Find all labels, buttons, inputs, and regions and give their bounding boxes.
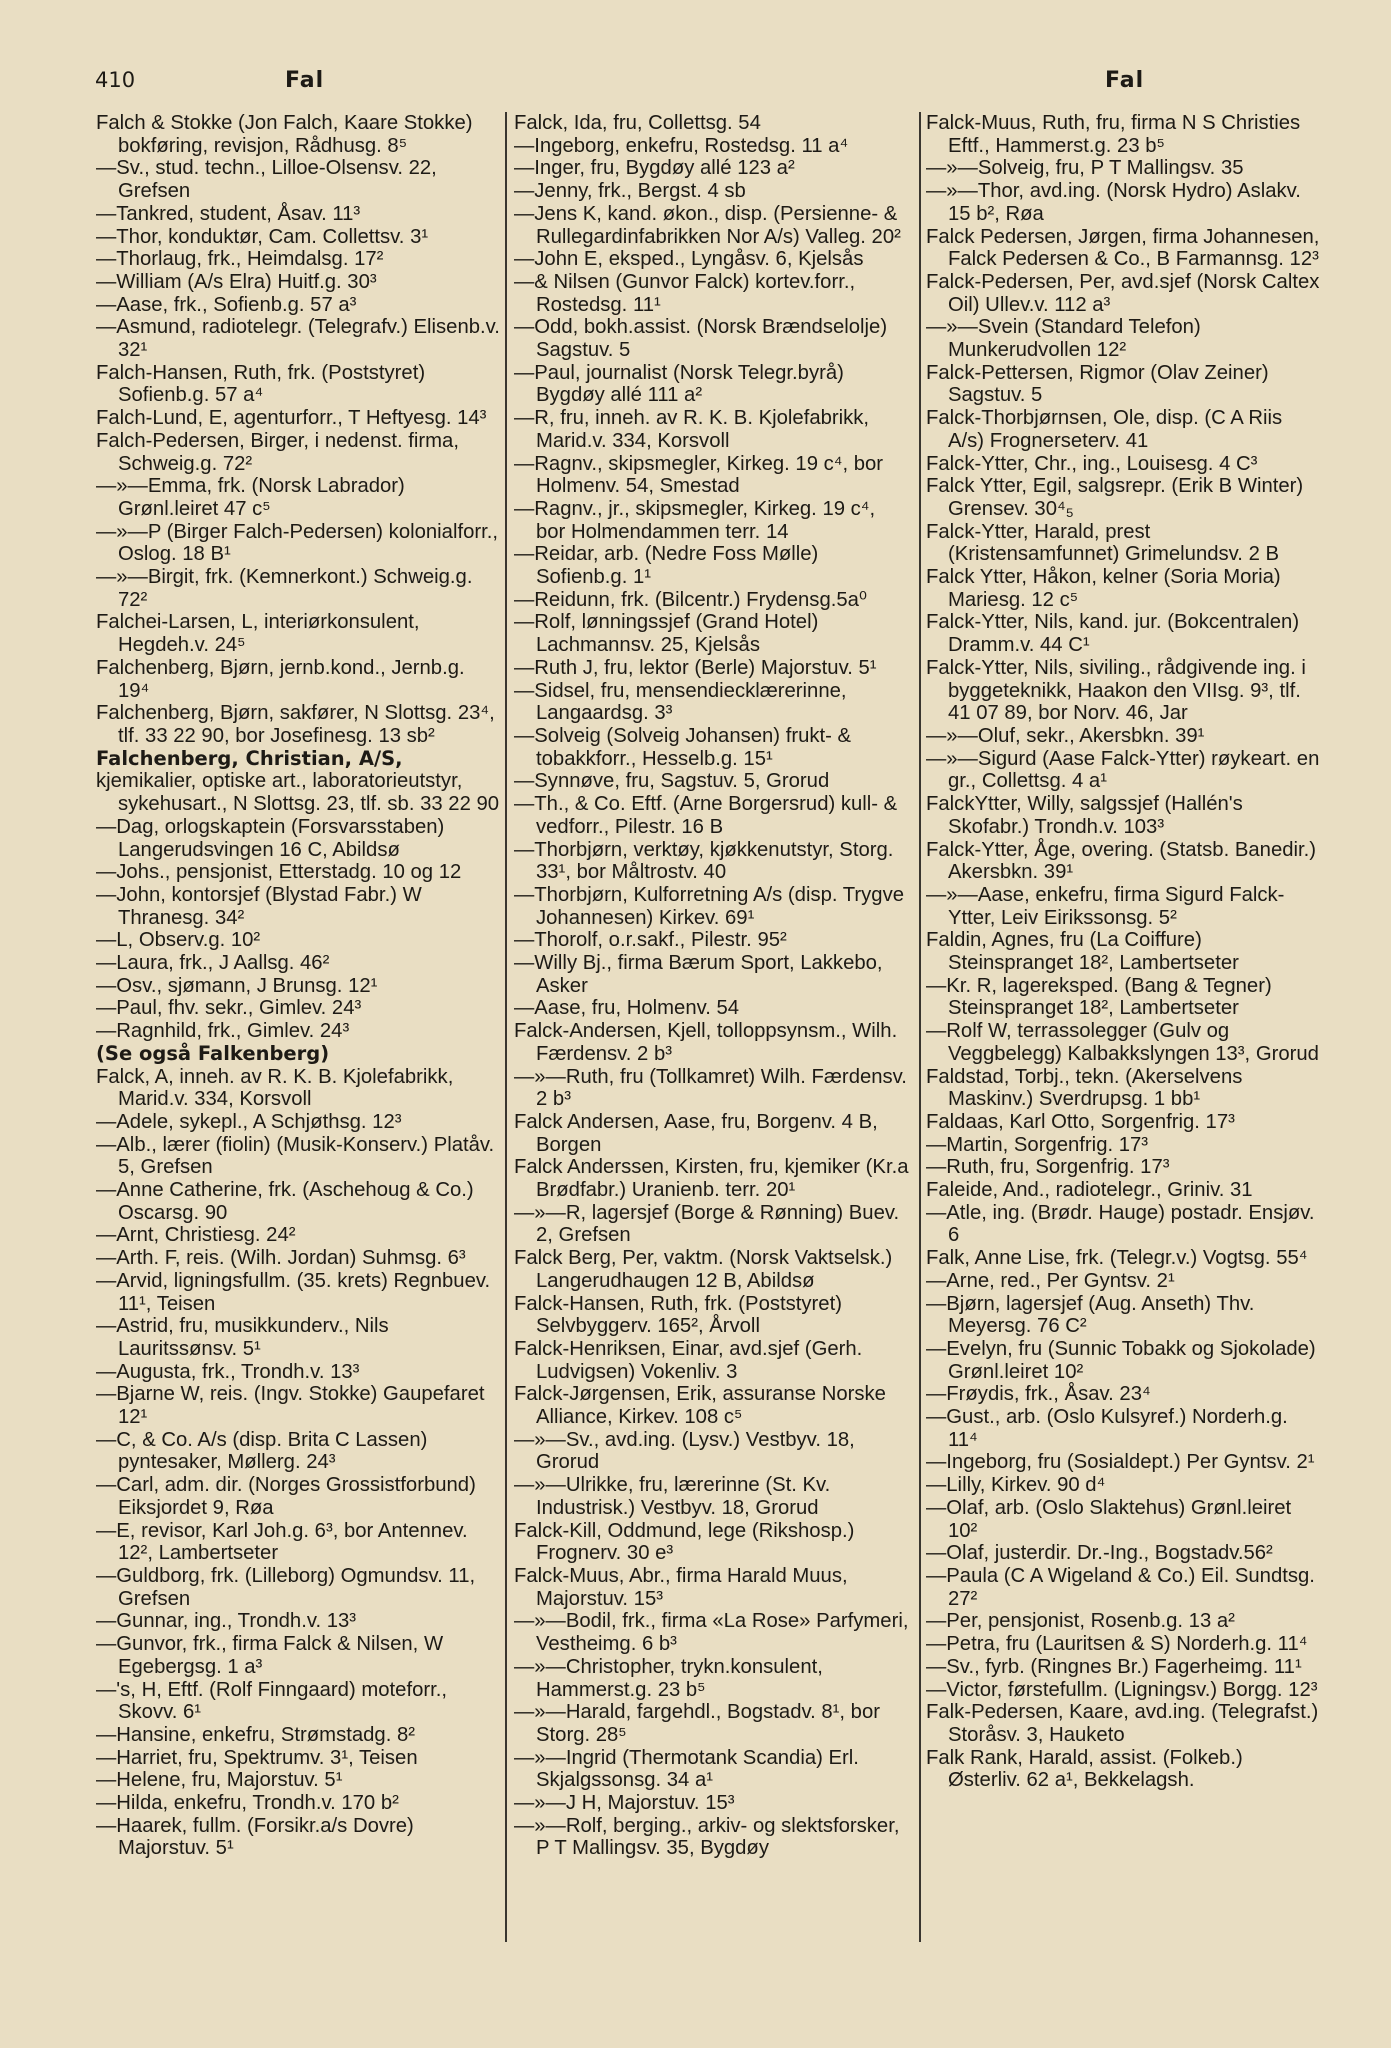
directory-entry: —L, Observ.g. 10² bbox=[96, 929, 261, 952]
directory-entry: —Augusta, frk., Trondh.v. 13³ bbox=[96, 1360, 360, 1383]
directory-entry: Falchenberg, Christian, A/S, bbox=[96, 746, 403, 770]
directory-entry: —Reidunn, frk. (Bilcentr.) Frydensg.5a⁰ bbox=[514, 588, 868, 611]
directory-entry: —Sv., fyrb. (Ringnes Br.) Fagerheimg. 11¹ bbox=[926, 1655, 1302, 1678]
directory-entry: Falck Berg, Per, vaktm. (Norsk Vaktselsk.) Langerudhaugen 12 B, Abildsø bbox=[514, 1247, 893, 1292]
directory-entry: —Thor, konduktør, Cam. Collettsv. 3¹ bbox=[96, 225, 429, 248]
directory-entry: —Haarek, fullm. (Forsikr.a/s Dovre) Majorstuv. 5¹ bbox=[96, 1814, 414, 1860]
directory-entry: —Petra, fru (Lauritsen & S) Norderh.g. 11⁴ bbox=[926, 1633, 1308, 1656]
directory-entry: (Se også Falkenberg) bbox=[96, 1041, 330, 1065]
directory-entry: —Ragnv., jr., skipsmegler, Kirkeg. 19 c⁴, bor Holmendammen terr. 14 bbox=[514, 497, 876, 543]
directory-entry: —Bjarne W, reis. (Ingv. Stokke) Gaupefaret 12¹ bbox=[96, 1383, 485, 1429]
directory-entry: Falk, Anne Lise, frk. (Telegr.v.) Vogtsg. 55⁴ bbox=[926, 1247, 1308, 1270]
directory-entry: —Tankred, student, Åsav. 11³ bbox=[96, 202, 361, 225]
directory-entry: —Harriet, fru, Spektrumv. 3¹, Teisen bbox=[96, 1746, 418, 1769]
directory-entry: —Thorbjørn, verktøy, kjøkkenutstyr, Storg. 33¹, bor Måltrostv. 40 bbox=[514, 838, 894, 884]
directory-entry: —Rolf, lønningssjef (Grand Hotel) Lachmannsv. 25, Kjelsås bbox=[514, 611, 819, 657]
directory-entry: —Adele, sykepl., A Schjøthsg. 12³ bbox=[96, 1110, 402, 1133]
directory-entry: —Gust., arb. (Oslo Kulsyref.) Norderh.g. 11⁴ bbox=[926, 1406, 1288, 1451]
directory-entry: —R, fru, inneh. av R. K. B. Kjolefabrikk, Marid.v. 334, Korsvoll bbox=[514, 407, 870, 452]
directory-entry: —Anne Catherine, frk. (Aschehoug & Co.) Oscarsg. 90 bbox=[96, 1179, 474, 1224]
directory-entry: Falck, A, inneh. av R. K. B. Kjolefabrikk, Marid.v. 334, Korsvoll bbox=[96, 1065, 454, 1111]
directory-entry: —Olaf, arb. (Oslo Slaktehus) Grønl.leiret 10² bbox=[926, 1496, 1292, 1542]
directory-entry: Falck-Muus, Ruth, fru, firma N S Christies Eftf., Hammerst.g. 23 b⁵ bbox=[926, 112, 1301, 157]
directory-entry: —Carl, adm. dir. (Norges Grossistforbund) Eiksjordet 9, Røa bbox=[96, 1474, 476, 1519]
directory-entry: —Astrid, fru, musikkunderv., Nils Lauritssønsv. 5¹ bbox=[96, 1315, 389, 1360]
directory-entry: —Arth. F, reis. (Wilh. Jordan) Suhmsg. 6³ bbox=[96, 1247, 466, 1270]
directory-entry: —»—Sv., avd.ing. (Lysv.) Vestbyv. 18, Grorud bbox=[514, 1428, 855, 1474]
directory-entry: —Martin, Sorgenfrig. 17³ bbox=[926, 1133, 1149, 1156]
directory-entry: —Jenny, frk., Bergst. 4 sb bbox=[514, 180, 746, 203]
directory-entry: Falk-Pedersen, Kaare, avd.ing. (Telegrafst.) Storåsv. 3, Hauketo bbox=[926, 1701, 1319, 1746]
directory-entry: —Laura, frk., J Aallsg. 46² bbox=[96, 952, 330, 975]
directory-entry: —Paul, journalist (Norsk Telegr.byrå) Bygdøy allé 111 a² bbox=[514, 361, 844, 407]
directory-entry: Faldstad, Torbj., tekn. (Akerselvens Maskinv.) Sverdrupsg. 1 bb¹ bbox=[926, 1065, 1243, 1111]
directory-entry: Falck Anderssen, Kirsten, fru, kjemiker (Kr.a Brødfabr.) Uranienb. terr. 20¹ bbox=[514, 1156, 909, 1202]
directory-entry: —Ruth, fru, Sorgenfrig. 17³ bbox=[926, 1156, 1170, 1179]
directory-entry: —Reidar, arb. (Nedre Foss Mølle) Sofienb.g. 1¹ bbox=[514, 543, 819, 589]
directory-entry: —Asmund, radiotelegr. (Telegrafv.) Elisenb.v. 32¹ bbox=[96, 316, 500, 362]
directory-entry: —»—Emma, frk. (Norsk Labrador) Grønl.leiret 47 c⁵ bbox=[96, 475, 405, 520]
directory-entry: Falck-Thorbjørnsen, Ole, disp. (C A Riis A/s) Frognerseterv. 41 bbox=[926, 407, 1283, 452]
directory-entry: Falck-Pedersen, Per, avd.sjef (Norsk Caltex Oil) Ullev.v. 112 a³ bbox=[926, 270, 1320, 316]
directory-entry: Falck-Ytter, Harald, prest (Kristensamfunnet) Grimelundsv. 2 B bbox=[926, 520, 1280, 566]
directory-entry: Falck-Muus, Abr., firma Harald Muus, Majorstuv. 15³ bbox=[514, 1565, 848, 1610]
directory-column-3 bbox=[926, 112, 1320, 1952]
directory-entry: —Alb., lærer (fiolin) (Musik-Konserv.) Platåv. 5, Grefsen bbox=[96, 1133, 495, 1179]
directory-entry: —Willy Bj., firma Bærum Sport, Lakkebo, Asker bbox=[514, 952, 883, 997]
directory-entry: —Guldborg, frk. (Lilleborg) Ogmundsv. 11, Grefsen bbox=[96, 1565, 476, 1610]
directory-entry: —C, & Co. A/s (disp. Brita C Lassen) pyntesaker, Møllerg. 24³ bbox=[96, 1428, 428, 1474]
directory-entry: —Arvid, ligningsfullm. (35. krets) Regnbuev. 11¹, Teisen bbox=[96, 1269, 491, 1315]
directory-entry: Falchenberg, Bjørn, jernb.kond., Jernb.g. 19⁴ bbox=[96, 656, 465, 702]
directory-entry: —Aase, frk., Sofienb.g. 57 a³ bbox=[96, 293, 357, 316]
directory-entry: —Aase, fru, Holmenv. 54 bbox=[514, 997, 740, 1020]
directory-entry: —»—Ingrid (Thermotank Scandia) Erl. Skjalgssonsg. 34 a¹ bbox=[514, 1746, 859, 1792]
directory-entry: Falchei-Larsen, L, interiørkonsulent, Hegdeh.v. 24⁵ bbox=[96, 611, 420, 657]
running-head-left: Fal bbox=[285, 68, 325, 93]
running-head-right: Fal bbox=[1105, 68, 1145, 93]
directory-entry: —Johs., pensjonist, Etterstadg. 10 og 12 bbox=[96, 861, 462, 884]
directory-entry: Falck Pedersen, Jørgen, firma Johannesen, Falck Pedersen & Co., B Farmannsg. 12³ bbox=[926, 225, 1320, 271]
directory-entry: Falchenberg, Bjørn, sakfører, N Slottsg. 23⁴, tlf. 33 22 90, bor Josefinesg. 13 sb² bbox=[96, 702, 495, 747]
directory-entry: —»—Sigurd (Aase Falck-Ytter) røykeart. en gr., Collettsg. 4 a¹ bbox=[926, 747, 1320, 793]
directory-entry: —»—P (Birger Falch-Pedersen) kolonialforr., Oslog. 18 B¹ bbox=[96, 520, 499, 566]
directory-entry: —Ruth J, fru, lektor (Berle) Majorstuv. 5¹ bbox=[514, 656, 877, 679]
directory-entry: —»—Christopher, trykn.konsulent, Hammerst.g. 23 b⁵ bbox=[514, 1655, 823, 1701]
directory-entry: —Bjørn, lagersjef (Aug. Anseth) Thv. Meyersg. 76 C² bbox=[926, 1292, 1255, 1338]
directory-column-2 bbox=[514, 112, 910, 1952]
column-divider bbox=[505, 112, 507, 1942]
directory-entry: —John, kontorsjef (Blystad Fabr.) W Thranesg. 34² bbox=[96, 883, 422, 929]
directory-entry: Falck-Ytter, Nils, kand. jur. (Bokcentralen) Dramm.v. 44 C¹ bbox=[926, 611, 1300, 657]
directory-entry: Falck-Pettersen, Rigmor (Olav Zeiner) Sagstuv. 5 bbox=[926, 361, 1269, 407]
directory-entry: Falck, Ida, fru, Collettsg. 54 bbox=[514, 112, 761, 134]
directory-entry: —Arnt, Christiesg. 24² bbox=[96, 1224, 296, 1247]
directory-entry: —Ragnhild, frk., Gimlev. 24³ bbox=[96, 1020, 350, 1043]
directory-entry: FalckYtter, Willy, salgssjef (Hallén's Skofabr.) Trondh.v. 103³ bbox=[926, 793, 1243, 838]
directory-entry: kjemikalier, optiske art., laboratorieutstyr, sykehusart., N Slottsg. 23, tlf. sb. 33 22 90 bbox=[96, 770, 500, 816]
directory-entry: —Inger, fru, Bygdøy allé 123 a² bbox=[514, 157, 795, 180]
directory-entry: —Thorlaug, frk., Heimdalsg. 17² bbox=[96, 248, 384, 271]
page-header bbox=[0, 68, 1391, 108]
directory-entry: —»—Oluf, sekr., Akersbkn. 39¹ bbox=[926, 724, 1205, 747]
directory-entry: —Atle, ing. (Brødr. Hauge) postadr. Ensjøv. 6 bbox=[926, 1201, 1315, 1247]
directory-entry: Falk Rank, Harald, assist. (Folkeb.) Østerliv. 62 a¹, Bekkelagsh. bbox=[926, 1746, 1243, 1792]
directory-entry: Falck-Hansen, Ruth, frk. (Poststyret) Selvbyggerv. 165², Årvoll bbox=[514, 1292, 842, 1338]
directory-entry: —»—R, lagersjef (Borge & Rønning) Buev. 2, Grefsen bbox=[514, 1201, 900, 1247]
directory-entry: —»—Ulrikke, fru, lærerinne (St. Kv. Industrisk.) Vestbyv. 18, Grorud bbox=[514, 1474, 831, 1519]
directory-entry: —Gunvor, frk., firma Falck & Nilsen, W Egebergsg. 1 a³ bbox=[96, 1633, 444, 1678]
directory-entry: —Th., & Co. Eftf. (Arne Borgersrud) kull- & vedforr., Pilestr. 16 B bbox=[514, 793, 898, 838]
directory-entry: —»—Bodil, frk., firma «La Rose» Parfymeri, Vestheimg. 6 b³ bbox=[514, 1610, 909, 1656]
directory-entry: —Helene, fru, Majorstuv. 5¹ bbox=[96, 1769, 343, 1792]
directory-entry: Falck-Kill, Oddmund, lege (Rikshosp.) Frognerv. 30 e³ bbox=[514, 1519, 855, 1565]
directory-entry: —»—Ruth, fru (Tollkamret) Wilh. Færdensv. 2 b³ bbox=[514, 1065, 907, 1111]
directory-entry: Falch & Stokke (Jon Falch, Kaare Stokke) bokføring, revisjon, Rådhusg. 8⁵ bbox=[96, 112, 473, 157]
directory-entry: Falch-Pedersen, Birger, i nedenst. firma, Schweig.g. 72² bbox=[96, 429, 459, 475]
directory-entry: —Lilly, Kirkev. 90 d⁴ bbox=[926, 1474, 1106, 1497]
directory-entry: —Dag, orlogskaptein (Forsvarsstaben) Langerudsvingen 16 C, Abildsø bbox=[96, 815, 445, 861]
directory-entry: Faldaas, Karl Otto, Sorgenfrig. 17³ bbox=[926, 1110, 1235, 1133]
directory-entry: Falck-Andersen, Kjell, tolloppsynsm., Wilh. Færdensv. 2 b³ bbox=[514, 1020, 898, 1065]
directory-entry: —»—J H, Majorstuv. 15³ bbox=[514, 1792, 735, 1815]
directory-entry: —»—Aase, enkefru, firma Sigurd Falck-Ytter, Leiv Eirikssonsg. 5² bbox=[926, 883, 1285, 929]
directory-entry: Falch-Lund, E, agenturforr., T Heftyesg. 14³ bbox=[96, 407, 487, 430]
directory-entry: —Osv., sjømann, J Brunsg. 12¹ bbox=[96, 974, 378, 997]
directory-entry: Faldin, Agnes, fru (La Coiffure) Steinspranget 18², Lambertseter bbox=[926, 929, 1239, 975]
directory-entry: —»—Thor, avd.ing. (Norsk Hydro) Aslakv. 15 b², Røa bbox=[926, 180, 1301, 225]
directory-entry: —Thorbjørn, Kulforretning A/s (disp. Trygve Johannesen) Kirkev. 69¹ bbox=[514, 883, 904, 929]
directory-entry: —& Nilsen (Gunvor Falck) kortev.forr., Rostedsg. 11¹ bbox=[514, 270, 856, 316]
directory-entry: —Ingeborg, enkefru, Rostedsg. 11 a⁴ bbox=[514, 134, 849, 157]
directory-entry: —»—Rolf, berging., arkiv- og slektsforsker, P T Mallingsv. 35, Bygdøy bbox=[514, 1814, 900, 1860]
directory-entry: Faleide, And., radiotelegr., Griniv. 31 bbox=[926, 1179, 1253, 1202]
directory-entry: —Rolf W, terrassolegger (Gulv og Veggbelegg) Kalbakkslyngen 13³, Grorud bbox=[926, 1020, 1319, 1065]
directory-entry: —Sidsel, fru, mensendiecklærerinne, Langaardsg. 3³ bbox=[514, 679, 847, 725]
directory-entry: —William (A/s Elra) Huitf.g. 30³ bbox=[96, 270, 377, 293]
page-number: 410 bbox=[95, 68, 136, 92]
directory-entry: —»—Birgit, frk. (Kemnerkont.) Schweig.g. 72² bbox=[96, 566, 473, 611]
directory-entry: —'s, H, Eftf. (Rolf Finngaard) moteforr., Skovv. 6¹ bbox=[96, 1678, 448, 1724]
directory-entry: —Per, pensjonist, Rosenb.g. 13 a² bbox=[926, 1610, 1235, 1633]
directory-entry: Falck Ytter, Egil, salgsrepr. (Erik B Winter) Grensev. 30⁴₅ bbox=[926, 475, 1304, 520]
directory-entry: —Frøydis, frk., Åsav. 23⁴ bbox=[926, 1383, 1151, 1406]
directory-entry: —Thorolf, o.r.sakf., Pilestr. 95² bbox=[514, 929, 787, 952]
directory-entry: —Victor, førstefullm. (Ligningsv.) Borgg. 12³ bbox=[926, 1678, 1318, 1701]
directory-entry: —»—Harald, fargehdl., Bogstadv. 8¹, bor Storg. 28⁵ bbox=[514, 1701, 880, 1746]
directory-entry: —Kr. R, lagereksped. (Bang & Tegner) Steinspranget 18², Lambertseter bbox=[926, 974, 1272, 1020]
directory-entry: —Solveig (Solveig Johansen) frukt- & tobakkforr., Hesselb.g. 15¹ bbox=[514, 724, 852, 770]
directory-entry: —Jens K, kand. økon., disp. (Persienne- & Rullegardinfabrikken Nor A/s) Valleg. 20² bbox=[514, 202, 901, 248]
directory-entry: Falck Ytter, Håkon, kelner (Soria Moria) Mariesg. 12 c⁵ bbox=[926, 566, 1281, 611]
directory-entry: —Gunnar, ing., Trondh.v. 13³ bbox=[96, 1610, 357, 1633]
directory-entry: —Paul, fhv. sekr., Gimlev. 24³ bbox=[96, 997, 362, 1020]
directory-entry: —Synnøve, fru, Sagstuv. 5, Grorud bbox=[514, 770, 830, 793]
directory-entry: Falck Andersen, Aase, fru, Borgenv. 4 B, Borgen bbox=[514, 1110, 878, 1156]
directory-entry: —Ingeborg, fru (Sosialdept.) Per Gyntsv. 2¹ bbox=[926, 1451, 1315, 1474]
directory-entry: Falck-Ytter, Chr., ing., Louisesg. 4 C³ bbox=[926, 452, 1258, 475]
directory-entry: Falch-Hansen, Ruth, frk. (Poststyret) Sofienb.g. 57 a⁴ bbox=[96, 361, 426, 407]
directory-entry: —»—Svein (Standard Telefon) Munkerudvollen 12² bbox=[926, 316, 1201, 362]
directory-entry: —Paula (C A Wigeland & Co.) Eil. Sundtsg. 27² bbox=[926, 1565, 1315, 1610]
directory-entry: —Odd, bokh.assist. (Norsk Brændselolje) Sagstuv. 5 bbox=[514, 316, 888, 362]
directory-entry: Falck-Ytter, Åge, overing. (Statsb. Banedir.) Akersbkn. 39¹ bbox=[926, 838, 1317, 884]
directory-entry: —Evelyn, fru (Sunnic Tobakk og Sjokolade) Grønl.leiret 10² bbox=[926, 1337, 1316, 1383]
directory-entry: —Ragnv., skipsmegler, Kirkeg. 19 c⁴, bor Holmenv. 54, Smestad bbox=[514, 452, 884, 498]
directory-entry: —E, revisor, Karl Joh.g. 6³, bor Antennev. 12², Lambertseter bbox=[96, 1519, 468, 1565]
directory-entry: Falck-Henriksen, Einar, avd.sjef (Gerh. Ludvigsen) Vokenliv. 3 bbox=[514, 1337, 863, 1383]
directory-entry: —Olaf, justerdir. Dr.-Ing., Bogstadv.56² bbox=[926, 1542, 1273, 1565]
directory-entry: —Arne, red., Per Gyntsv. 2¹ bbox=[926, 1269, 1175, 1292]
directory-column-1 bbox=[96, 112, 500, 1952]
column-divider bbox=[919, 112, 921, 1942]
directory-entry: Falck-Jørgensen, Erik, assuranse Norske Alliance, Kirkev. 108 c⁵ bbox=[514, 1383, 886, 1429]
directory-entry: Falck-Ytter, Nils, siviling., rådgivende ing. i byggeteknikk, Haakon den VIIsg. 9³, tlf. 41 07 89, bor Norv. 46, Jar bbox=[926, 656, 1306, 725]
directory-entry: —John E, eksped., Lyngåsv. 6, Kjelsås bbox=[514, 248, 864, 271]
directory-entry: —Hilda, enkefru, Trondh.v. 170 b² bbox=[96, 1792, 399, 1815]
directory-entry: —Sv., stud. techn., Lilloe-Olsensv. 22, Grefsen bbox=[96, 157, 437, 203]
directory-entry: —»—Solveig, fru, P T Mallingsv. 35 bbox=[926, 157, 1244, 180]
directory-entry: —Hansine, enkefru, Strømstadg. 8² bbox=[96, 1723, 415, 1746]
